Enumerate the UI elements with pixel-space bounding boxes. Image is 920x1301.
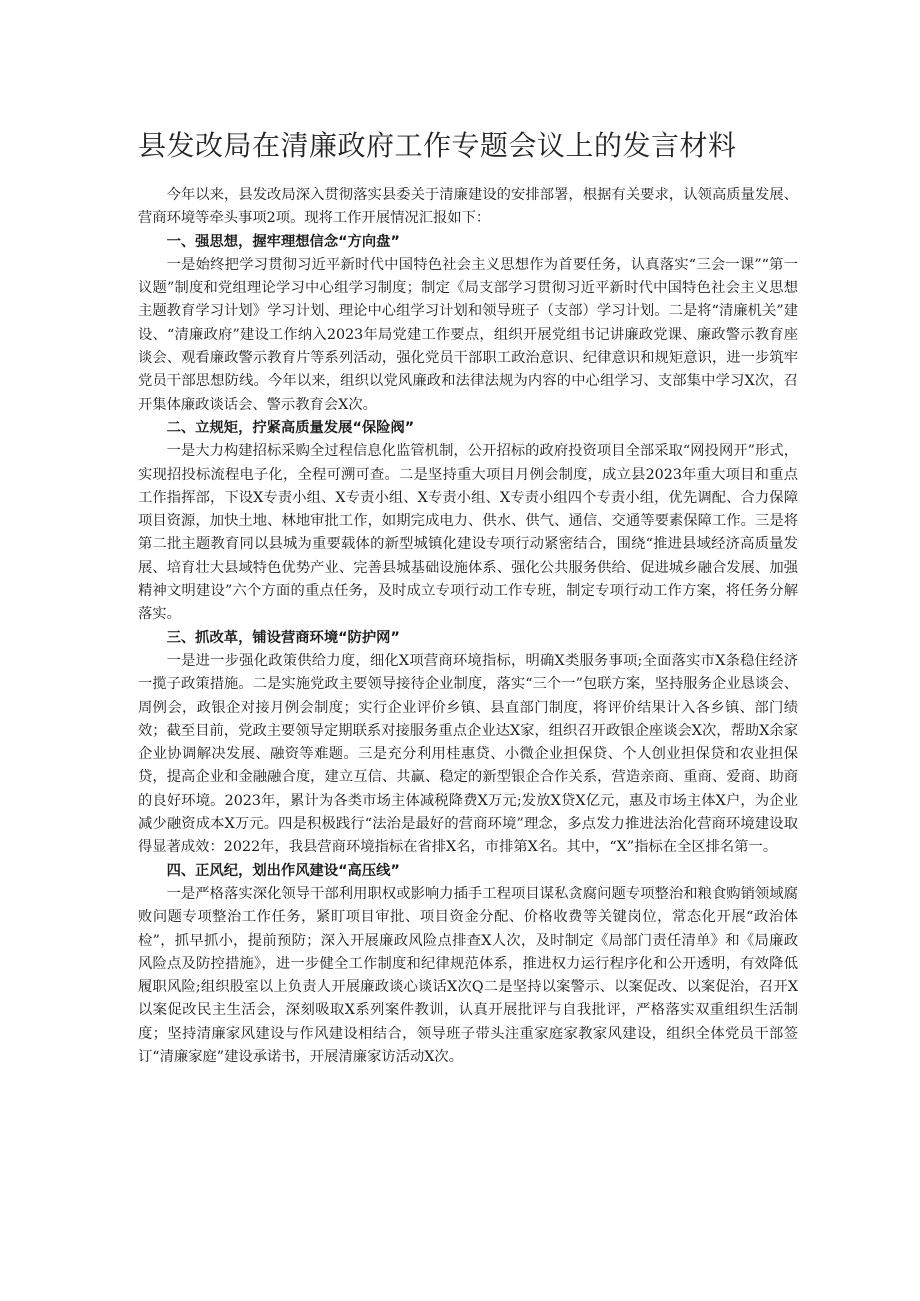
section-4-body: 一是严格落实深化领导干部利用职权或影响力插手工程项目谋私贪腐问题专项整治和粮食购销领域腐败问题专项整治工作任务，紧盯项目审批、项目资金分配、价格收费等关键岗位，常态化开展“政治体检”，抓早抓小，提前预防；深入开展廉政风险点排查X人次，及时制定《局部门责任清单》和《局廉政风险点及防控措施》，进一步健全工作制度和纪律规范体系，推进权力运行程序化和公开透明，有效降低履职风险;组织股室以上负责人开展廉政谈心谈话X次Q二是坚持以案警示、以案促改、以案促治，召开X以案促改民主生活会，深刻吸取X系列案件教训，认真开展批评与自我批评，严格落实双重组织生活制度；坚持清廉家风建设与作风建设相结合，领导班子带头注重家庭家教家风建设，组织全体党员干部签订“清廉家庭”建设承诺书，开展清廉家访活动X次。 (138, 885, 798, 1065)
section-3-body: 一是进一步强化政策供给力度，细化X项营商环境指标，明确X类服务事项;全面落实市X条稳住经济一揽子政策措施。二是实施党政主要领导接待企业制度，落实“三个一”包联方案，坚持服务企业恳谈会、周例会，政银企对接月例会制度；实行企业评价乡镇、县直部门制度，将评价结果计入各乡镇、部门绩效；截至目前，党政主要领导定期联系对接服务重点企业达X家，组织召开政银企座谈会X次，帮助X余家企业协调解决发展、融资等难题。三是充分利用桂惠贷、小微企业担保贷、个人创业担保贷和农业担保贷，提高企业和金融融合度，建立互信、共赢、稳定的新型银企合作关系，营造亲商、重商、爱商、助商的良好环境。2023年，累计为各类市场主体减税降费X万元;发放X贷X亿元，惠及市场主体X户，为企业减少融资成本X万元。四是积极践行“法治是最好的营商环境”理念，多点发力推进法治化营商环境建设取得显著成效：2022年，我县营商环境指标在省排X名，市排第X名。其中，“X”指标在全区排名第一。 (138, 652, 798, 856)
intro-paragraph: 今年以来，县发改局深入贯彻落实县委关于清廉建设的安排部署，根据有关要求，认领高质量发展、营商环境等牵头事项2项。现将工作开展情况汇报如下： (138, 187, 798, 227)
section-1-body: 一是始终把学习贯彻习近平新时代中国特色社会主义思想作为首要任务，认真落实“三会一课”“第一议题”制度和党组理论学习中心组学习制度；制定《局支部学习贯彻习近平新时代中国特色社会主义思想主题教育学习计划》学习计划、理论中心组学习计划和领导班子（支部）学习计划。二是将“清廉机关”建设、“清廉政府”建设工作纳入2023年局党建工作要点，组织开展党组书记讲廉政党课、廉政警示教育座谈会、观看廉政警示教育片等系列活动，强化党员干部职工政治意识、纪律意识和规矩意识，进一步筑牢党员干部思想防线。今年以来，组织以党风廉政和法律法规为内容的中心组学习、支部集中学习X次，召开集体廉政谈话会、警示教育会X次。 (138, 256, 798, 413)
section-2-body: 一是大力构建招标采购全过程信息化监管机制，公开招标的政府投资项目全部采取“网投网开”形式，实现招投标流程电子化，全程可溯可查。二是坚持重大项目月例会制度，成立县2023年重大项目和重点工作指挥部，下设X专责小组、X专责小组、X专责小组、X专责小组四个专责小组，优先调配、合力保障项目资源，加快土地、林地审批工作，如期完成电力、供水、供气、通信、交通等要素保障工作。三是将第二批主题教育同以县城为重要载体的新型城镇化建设专项行动紧密结合，围绕“推进县域经济高质量发展、培育壮大县域特色优势产业、完善县城基础设施体系、强化公共服务供给、促进城乡融合发展、加强精神文明建设”六个方面的重点任务，及时成立专项行动工作专班，制定专项行动工作方案，将任务分解落实。 (138, 443, 798, 623)
document-page (138, 126, 798, 1069)
section-3-heading: 三、抓改革，铺设营商环境“防护网” (166, 629, 400, 646)
section-2-heading: 二、立规矩，拧紧高质量发展“保险阀” (166, 419, 415, 436)
section-4-heading: 四、正风纪，划出作风建设“高压线” (166, 862, 400, 879)
document-title: 县发改局在清廉政府工作专题会议上的发言材料 (138, 129, 737, 162)
section-1-heading: 一、强思想，握牢理想信念“方向盘” (166, 233, 400, 250)
